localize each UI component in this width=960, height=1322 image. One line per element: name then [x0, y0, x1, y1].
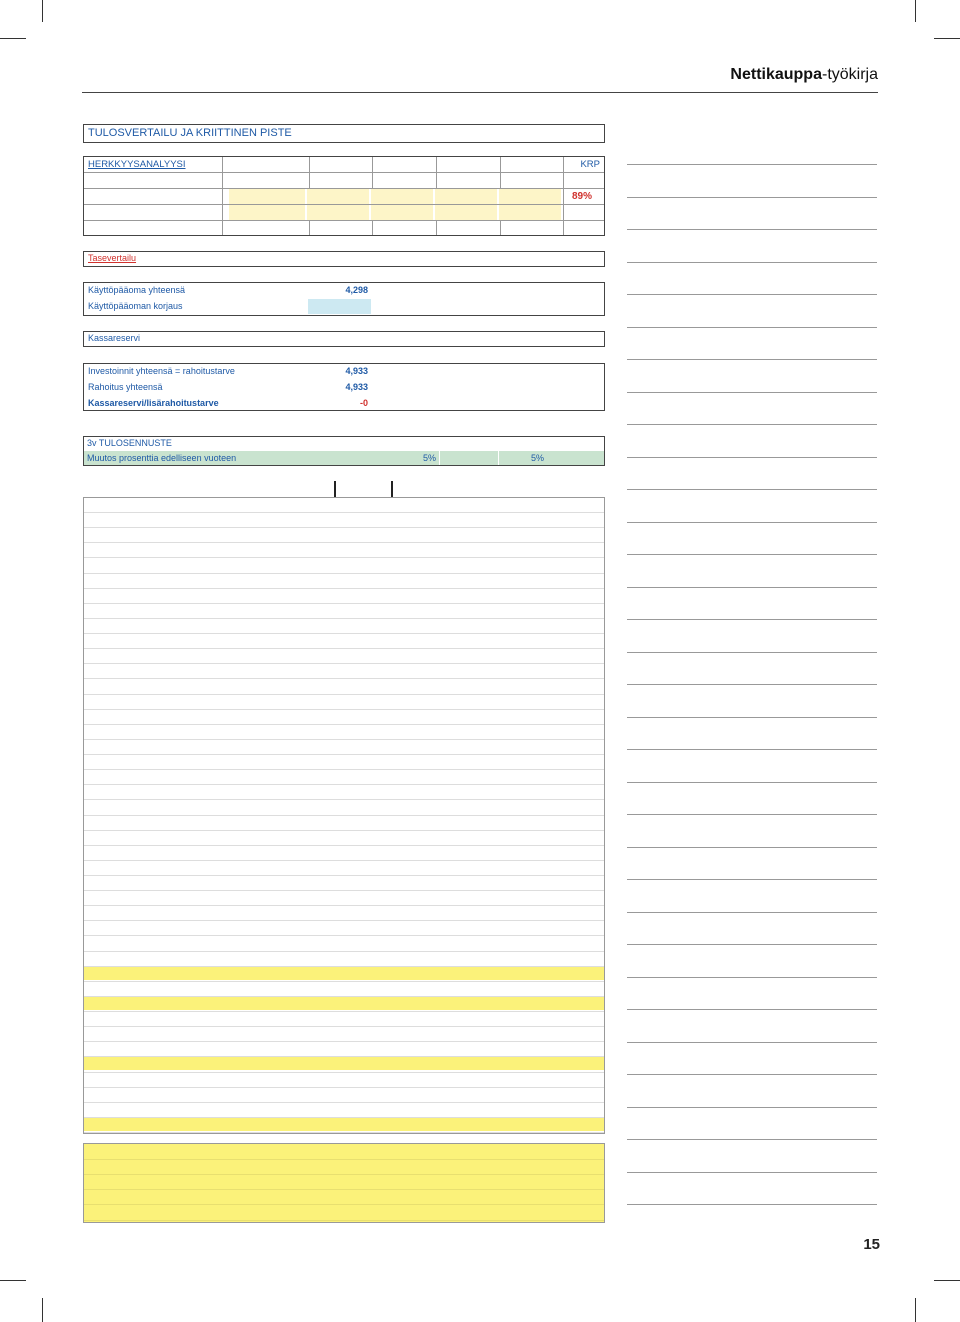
sensitivity-value	[371, 189, 433, 204]
note-line	[627, 1009, 877, 1010]
grid-line	[563, 157, 564, 235]
change-divider	[498, 451, 499, 465]
forecast-value	[336, 542, 388, 557]
forecast-value	[545, 1117, 603, 1132]
note-line	[627, 457, 877, 458]
forecast-value	[336, 935, 388, 950]
sensitivity-value	[371, 205, 433, 220]
page-header-title: Nettikauppa-työkirja	[730, 66, 878, 83]
forecast-value	[545, 694, 603, 709]
forecast-value	[545, 1087, 603, 1102]
section-title: TULOSVERTAILU JA KRIITTINEN PISTE	[88, 127, 292, 139]
note-line	[627, 977, 877, 978]
note-line	[627, 1204, 877, 1205]
cash-value	[440, 1159, 494, 1174]
forecast-value	[336, 663, 388, 678]
cash-reserve-label: Kassareservi	[88, 333, 141, 343]
note-line	[627, 944, 877, 945]
note-line	[627, 814, 877, 815]
row-line	[84, 1220, 604, 1221]
sensitivity-value	[307, 189, 369, 204]
forecast-value	[440, 951, 494, 966]
sensitivity-value	[229, 205, 305, 220]
forecast-value	[440, 512, 494, 527]
forecast-value	[545, 618, 603, 633]
percent-header	[306, 174, 366, 189]
forecast-value	[336, 860, 388, 875]
working-capital-adj-input[interactable]	[308, 299, 371, 314]
forecast-title: 3v TULOSENNUSTE	[87, 438, 172, 448]
forecast-value	[336, 603, 388, 618]
forecast-value	[336, 845, 388, 860]
forecast-value	[440, 845, 494, 860]
krp-value: 89%	[571, 191, 592, 202]
sensitivity-value	[435, 221, 497, 236]
cash-value	[545, 1204, 603, 1219]
forecast-value	[440, 799, 494, 814]
forecast-value	[545, 1056, 603, 1071]
note-line	[627, 749, 877, 750]
percent-header	[434, 174, 494, 189]
change-label: Muutos prosenttia edelliseen vuoteen	[87, 453, 237, 463]
forecast-value	[440, 663, 494, 678]
forecast-value	[336, 875, 388, 890]
forecast-value	[440, 981, 494, 996]
balance-title-box	[83, 251, 605, 267]
cash-value	[440, 1189, 494, 1204]
forecast-value	[440, 724, 494, 739]
forecast-value	[336, 1102, 388, 1117]
sensitivity-value	[307, 221, 369, 236]
extra-financing-value: -0	[359, 398, 368, 408]
forecast-col-header	[334, 482, 390, 497]
note-line	[627, 294, 877, 295]
forecast-value	[545, 996, 603, 1011]
forecast-value	[545, 815, 603, 830]
forecast-value	[336, 678, 388, 693]
balance-title: Tasevertailu	[88, 253, 137, 263]
percent-header	[498, 174, 558, 189]
forecast-value	[545, 1102, 603, 1117]
forecast-value	[440, 618, 494, 633]
header-rule	[82, 92, 878, 93]
note-line	[627, 879, 877, 880]
forecast-value	[440, 1026, 494, 1041]
forecast-value	[440, 648, 494, 663]
cash-value	[545, 1144, 603, 1159]
note-line	[627, 522, 877, 523]
forecast-value	[545, 663, 603, 678]
note-line	[627, 912, 877, 913]
percent-header	[228, 174, 302, 189]
forecast-value	[440, 678, 494, 693]
forecast-value	[336, 815, 388, 830]
krp-label: KRP	[580, 159, 600, 170]
working-capital-adj-label: Käyttöpääoman korjaus	[88, 301, 183, 311]
cash-value	[440, 1204, 494, 1219]
forecast-col-header	[440, 482, 498, 497]
forecast-col-header	[545, 482, 601, 497]
forecast-value	[545, 905, 603, 920]
forecast-value	[440, 542, 494, 557]
cash-value	[440, 1174, 494, 1189]
page-number: 15	[863, 1236, 880, 1253]
forecast-value	[336, 920, 388, 935]
note-line	[627, 717, 877, 718]
forecast-value	[336, 512, 388, 527]
forecast-value	[336, 996, 388, 1011]
forecast-value	[336, 1041, 388, 1056]
cash-value	[545, 1174, 603, 1189]
forecast-value	[336, 784, 388, 799]
note-line	[627, 554, 877, 555]
cash-value	[336, 1174, 388, 1189]
note-line	[627, 392, 877, 393]
forecast-value	[545, 935, 603, 950]
forecast-value	[440, 633, 494, 648]
cash-value	[336, 1204, 388, 1219]
change-divider	[439, 451, 440, 465]
forecast-value	[336, 739, 388, 754]
note-line	[627, 847, 877, 848]
forecast-value	[440, 709, 494, 724]
forecast-value	[336, 1087, 388, 1102]
forecast-value	[440, 875, 494, 890]
forecast-col-header	[400, 482, 440, 497]
forecast-value	[440, 739, 494, 754]
forecast-value	[440, 527, 494, 542]
forecast-value	[440, 935, 494, 950]
sensitivity-value	[435, 189, 497, 204]
forecast-value	[336, 799, 388, 814]
forecast-value	[336, 905, 388, 920]
cash-value	[336, 1189, 388, 1204]
crop-mark	[42, 1298, 43, 1322]
forecast-value	[545, 603, 603, 618]
forecast-value	[545, 497, 603, 512]
forecast-value	[336, 724, 388, 739]
forecast-value	[440, 1041, 494, 1056]
note-line	[627, 684, 877, 685]
forecast-value	[545, 1072, 603, 1087]
crop-mark	[0, 1280, 26, 1281]
forecast-value	[336, 709, 388, 724]
forecast-value	[336, 633, 388, 648]
forecast-value	[440, 1102, 494, 1117]
financing-value: 4,933	[345, 382, 368, 392]
forecast-value	[440, 694, 494, 709]
forecast-value	[545, 920, 603, 935]
forecast-value	[440, 603, 494, 618]
header-divider	[391, 481, 393, 497]
forecast-value	[336, 754, 388, 769]
note-line	[627, 424, 877, 425]
forecast-value	[440, 573, 494, 588]
forecast-value	[336, 890, 388, 905]
forecast-value	[545, 739, 603, 754]
forecast-value	[336, 1011, 388, 1026]
note-line	[627, 1139, 877, 1140]
crop-mark	[915, 0, 916, 22]
forecast-value	[336, 981, 388, 996]
forecast-value	[545, 512, 603, 527]
forecast-value	[545, 678, 603, 693]
investments-value: 4,933	[345, 366, 368, 376]
sensitivity-value	[499, 189, 561, 204]
forecast-value	[336, 497, 388, 512]
crop-mark	[934, 38, 960, 39]
forecast-value	[545, 981, 603, 996]
forecast-value	[440, 754, 494, 769]
forecast-value	[336, 557, 388, 572]
forecast-value	[336, 1056, 388, 1071]
grid-line	[222, 157, 223, 235]
note-line	[627, 327, 877, 328]
forecast-value	[440, 966, 494, 981]
forecast-value	[545, 573, 603, 588]
forecast-value	[440, 890, 494, 905]
forecast-value	[440, 1072, 494, 1087]
note-line	[627, 262, 877, 263]
sensitivity-value	[499, 205, 561, 220]
cash-reserve-box	[83, 331, 605, 347]
note-line	[627, 1074, 877, 1075]
forecast-value	[336, 648, 388, 663]
change-value-3[interactable]: 5%	[530, 453, 544, 463]
forecast-value	[336, 694, 388, 709]
forecast-col-header	[505, 482, 545, 497]
forecast-value	[336, 573, 388, 588]
crop-mark	[0, 38, 26, 39]
cash-value	[545, 1159, 603, 1174]
investments-label: Investoinnit yhteensä = rahoitustarve	[88, 366, 235, 376]
forecast-value	[545, 799, 603, 814]
forecast-value	[545, 875, 603, 890]
forecast-value	[440, 1056, 494, 1071]
cash-value	[336, 1159, 388, 1174]
forecast-value	[545, 1026, 603, 1041]
financing-label: Rahoitus yhteensä	[88, 382, 163, 392]
forecast-value	[440, 784, 494, 799]
forecast-value	[545, 845, 603, 860]
forecast-value	[545, 860, 603, 875]
forecast-value	[440, 1087, 494, 1102]
forecast-value	[545, 769, 603, 784]
note-line	[627, 359, 877, 360]
forecast-value	[336, 1026, 388, 1041]
forecast-value	[545, 966, 603, 981]
note-line	[627, 1107, 877, 1108]
grid-line	[84, 172, 604, 173]
note-line	[627, 587, 877, 588]
forecast-value	[440, 557, 494, 572]
forecast-value	[336, 1117, 388, 1132]
sensitivity-title: HERKKYYSANALYYSI	[88, 159, 186, 170]
sensitivity-value	[229, 221, 305, 236]
sensitivity-value	[371, 221, 433, 236]
working-capital-label: Käyttöpääoma yhteensä	[88, 285, 186, 295]
percent-header	[370, 174, 430, 189]
forecast-value	[545, 830, 603, 845]
forecast-value	[336, 527, 388, 542]
forecast-value	[336, 1072, 388, 1087]
forecast-value	[545, 724, 603, 739]
working-capital-value: 4,298	[345, 285, 368, 295]
extra-financing-label: Kassareservi/lisärahoitustarve	[88, 398, 219, 408]
cash-value	[336, 1144, 388, 1159]
sensitivity-value	[229, 189, 305, 204]
row-line	[84, 1132, 604, 1133]
note-line	[627, 229, 877, 230]
note-line	[627, 652, 877, 653]
forecast-value	[545, 648, 603, 663]
crop-mark	[934, 1280, 960, 1281]
forecast-value	[440, 860, 494, 875]
forecast-value	[336, 830, 388, 845]
sensitivity-value	[435, 205, 497, 220]
forecast-value	[336, 966, 388, 981]
cash-value	[545, 1189, 603, 1204]
note-line	[627, 619, 877, 620]
forecast-value	[440, 996, 494, 1011]
forecast-value	[336, 618, 388, 633]
note-line	[627, 164, 877, 165]
forecast-value	[440, 588, 494, 603]
crop-mark	[42, 0, 43, 22]
forecast-value	[440, 497, 494, 512]
forecast-value	[545, 542, 603, 557]
forecast-value	[545, 588, 603, 603]
forecast-value	[336, 951, 388, 966]
forecast-value	[440, 830, 494, 845]
note-line	[627, 1042, 877, 1043]
forecast-value	[440, 815, 494, 830]
forecast-value	[545, 951, 603, 966]
note-line	[627, 782, 877, 783]
forecast-value	[545, 709, 603, 724]
forecast-value	[336, 769, 388, 784]
forecast-value	[440, 920, 494, 935]
note-line	[627, 1172, 877, 1173]
forecast-value	[440, 905, 494, 920]
forecast-value	[545, 633, 603, 648]
forecast-value	[545, 1041, 603, 1056]
forecast-value	[545, 754, 603, 769]
forecast-value	[545, 527, 603, 542]
note-line	[627, 489, 877, 490]
crop-mark	[915, 1298, 916, 1322]
forecast-value	[440, 1011, 494, 1026]
forecast-value	[545, 557, 603, 572]
note-line	[627, 197, 877, 198]
sensitivity-value	[307, 205, 369, 220]
sensitivity-value	[499, 221, 561, 236]
forecast-value	[336, 588, 388, 603]
forecast-value	[545, 784, 603, 799]
forecast-value	[440, 1117, 494, 1132]
cash-value	[440, 1144, 494, 1159]
forecast-value	[545, 890, 603, 905]
change-value-2[interactable]: 5%	[422, 453, 436, 463]
forecast-value	[545, 1011, 603, 1026]
forecast-value	[440, 769, 494, 784]
